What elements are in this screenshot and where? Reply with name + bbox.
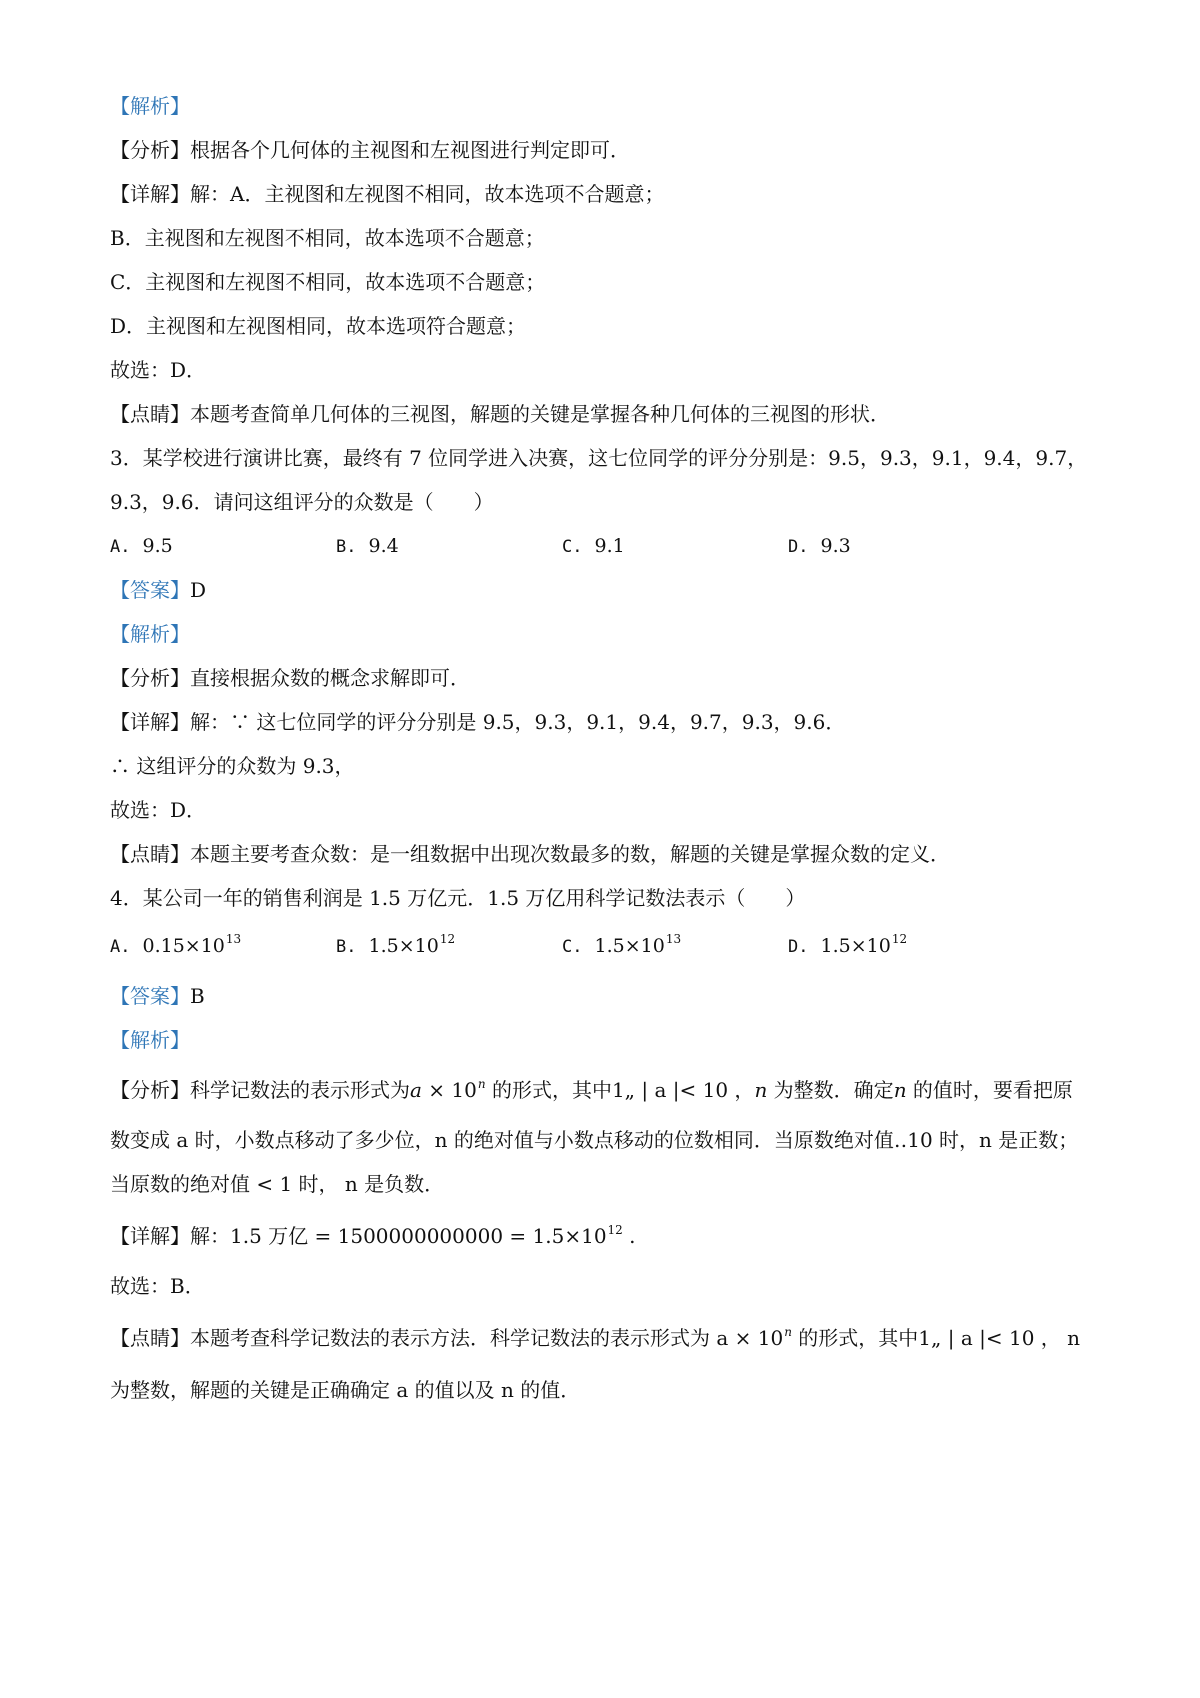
question-4-stem: 4．某公司一年的销售利润是 1.5 万亿元．1.5 万亿用科学记数法表示（ ） — [110, 886, 806, 910]
question-3-answer: 【答案】D — [110, 578, 207, 602]
option-b: B. 9.4 — [336, 535, 399, 557]
option-a: A. $0.15\times 10^{13}$ — [110, 932, 242, 957]
question-3-stem-line1: 3．某学校进行演讲比赛，最终有 7 位同学进入决赛，这七位同学的评分分别是：9.5，9.3，9.1，9.4，9.7， — [110, 446, 1088, 470]
question-4-dianjing-line2: 为整数，解题的关键是正确确定 a 的值以及 n 的值． — [110, 1378, 581, 1402]
option-a: A. 9.5 — [110, 535, 173, 557]
xiangjie-paragraph: 【详解】解：A．主视图和左视图不相同，故本选项不合题意； — [110, 182, 665, 206]
option-c: C. $1.5\times 10^{13}$ — [562, 932, 682, 957]
option-b: B. $1.5\times 10^{12}$ — [336, 932, 456, 957]
dianjing-paragraph: 【点睛】本题考查简单几何体的三视图，解题的关键是掌握各种几何体的三视图的形状． — [110, 402, 890, 426]
question-3-stem-line2: 9.3，9.6．请问这组评分的众数是（ ） — [110, 490, 494, 514]
option-b-analysis: B．主视图和左视图不相同，故本选项不合题意； — [110, 226, 545, 250]
question-4-conclusion: 故选：B． — [110, 1274, 205, 1298]
question-3-dianjing: 【点睛】本题主要考查众数：是一组数据中出现次数最多的数，解题的关键是掌握众数的定义． — [110, 842, 950, 866]
option-d: D. 9.3 — [788, 535, 851, 557]
option-d: D. $1.5\times 10^{12}$ — [788, 932, 908, 957]
option-d-analysis: D．主视图和左视图相同，故本选项符合题意； — [110, 314, 527, 338]
question-4-fenxi-line2: 数变成 a 时，小数点移动了多少位，n 的绝对值与小数点移动的位数相同．当原数绝对值‥10 时，n 是正数； — [110, 1128, 1079, 1152]
question-4-fenxi-line3: 当原数的绝对值 < 1 时， n 是负数． — [110, 1172, 445, 1196]
question-4-fenxi-line1: 【分析】科学记数法的表示形式为$a \times 10^n$ 的形式，其中1„ | a |< 10 ，n 为整数．确定n 的值时，要看把原 — [110, 1077, 1073, 1102]
jiexi-heading: 【解析】 — [110, 94, 190, 118]
question-4-xiangjie: 【详解】解：1.5 万亿 = $1500000000000 = 1.5\times 10^{12}$ . — [110, 1223, 636, 1248]
option-c-analysis: C．主视图和左视图不相同，故本选项不合题意； — [110, 270, 546, 294]
question-4-jiexi-heading: 【解析】 — [110, 1028, 190, 1052]
question-3-fenxi: 【分析】直接根据众数的概念求解即可． — [110, 666, 470, 690]
question-4-answer: 【答案】B — [110, 984, 205, 1008]
option-c: C. 9.1 — [562, 535, 625, 557]
question-3-conclusion: 故选：D． — [110, 798, 207, 822]
fenxi-paragraph: 【分析】根据各个几何体的主视图和左视图进行判定即可． — [110, 138, 630, 162]
question-4-dianjing-line1: 【点睛】本题考查科学记数法的表示方法．科学记数法的表示形式为 $a \times 10^n$ 的形式，其中1„ | a |< 10 ， n — [110, 1325, 1081, 1350]
conclusion: 故选：D． — [110, 358, 207, 382]
question-3-xiangjie: 【详解】解：∵ 这七位同学的评分分别是 9.5，9.3，9.1，9.4，9.7，9.3，9.6． — [110, 710, 846, 734]
question-3-therefore: ∴ 这组评分的众数为 9.3， — [110, 754, 355, 778]
question-3-jiexi-heading: 【解析】 — [110, 622, 190, 646]
